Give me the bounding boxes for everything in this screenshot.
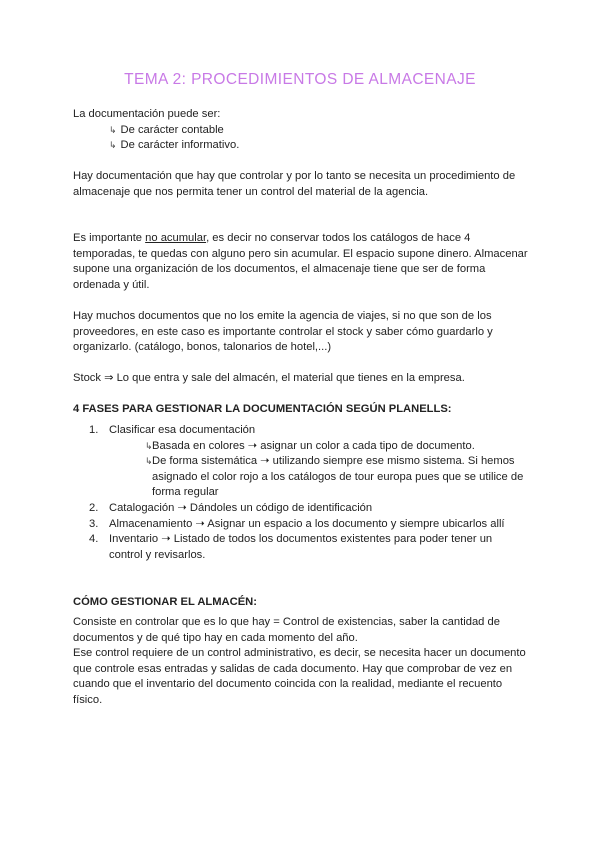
intro-text: La documentación puede ser: — [73, 108, 221, 120]
heading-almacen: CÓMO GESTIONAR EL ALMACÉN: — [73, 596, 257, 608]
doc-type-item: ↳ De carácter contable — [109, 123, 224, 136]
paragraph-control: Hay documentación que hay que controlar y por lo tanto se necesita un procedimiento de almacenaje que nos permita tener un control del material de la agencia. — [73, 170, 516, 198]
paragraph-no-acumular: Es importante no acumular, es decir no conservar todos los catálogos de hace 4 temporadas, te quedas con alguno pero sin acumular. El espacio supone dinero. Almacenar supone una organización de los documentos, el almacenaje tiene que ser de forma ordenada y útil. — [73, 232, 528, 291]
doc-type-item: ↳ De carácter informativo. — [109, 139, 240, 152]
stock-definition: Stock ⇒ Lo que entra y sale del almacén, el material que tienes en la empresa. — [73, 372, 465, 384]
paragraph-existencias: Consiste en controlar que es lo que hay = Control de existencias, saber la cantidad de documentos y de qué tipo hay en cada momento del año. — [73, 616, 500, 644]
paragraph-proveedores: Hay muchos documentos que no los emite la agencia de viajes, si no que son de los proveedores, en este caso es importante controlar el stock y saber cómo guardarlo y organizarlo. (catálogo, bonos, talonarios de hotel,...) — [73, 310, 493, 354]
fase-item: 3. Almacenamiento ➝ Asignar un espacio a los documento y siempre ubicarlos allí — [89, 517, 505, 530]
fase-item: 1. Clasificar esa documentación ↳ Basada en colores ➝ asignar un color a cada tipo de documento. ↳ De forma sistemática ➝ utilizando siempre ese mismo sistema. Si hemos asignado el color rojo a los catálogos de tour europa pues que se utilice de forma regular — [73, 423, 528, 501]
clasificar-subitem: ↳ De forma sistemática ➝ utilizando siempre ese mismo sistema. Si hemos asignado el color rojo a los catálogos de tour europa pues que se utilice de forma regular — [145, 455, 524, 499]
paragraph-control-administrativo: Ese control requiere de un control administrativo, es decir, se necesita hacer un documento que controle esas entradas y salidas de cada documento. Hay que comprobar de vez en cuando que el inventario del documento coincida con la realidad, mediante el recuento físico. — [73, 647, 526, 706]
fase-item: 4. Inventario ➝ Listado de todos los documentos existentes para poder tener un control y revisarlos. — [89, 533, 493, 561]
intro-section — [73, 107, 528, 154]
subitem-arrow-icon: ↳ — [109, 140, 117, 151]
almacen-section — [73, 615, 528, 709]
page-title: TEMA 2: PROCEDIMIENTOS DE ALMACENAJE — [124, 71, 476, 88]
fase-item: 2. Catalogación ➝ Dándoles un código de identificación — [89, 501, 373, 514]
heading-fases: 4 FASES PARA GESTIONAR LA DOCUMENTACIÓN SEGÚN PLANELLS: — [73, 403, 452, 415]
subitem-arrow-icon: ↳ — [109, 124, 117, 135]
clasificar-sublist — [109, 439, 528, 501]
clasificar-subitem: ↳ Basada en colores ➝ asignar un color a cada tipo de documento. — [145, 439, 528, 455]
subitem-arrow-icon: ↳ — [145, 456, 153, 467]
fases-list — [73, 423, 528, 563]
underlined-phrase: no acumular — [145, 232, 207, 244]
subitem-arrow-icon: ↳ — [145, 440, 153, 451]
